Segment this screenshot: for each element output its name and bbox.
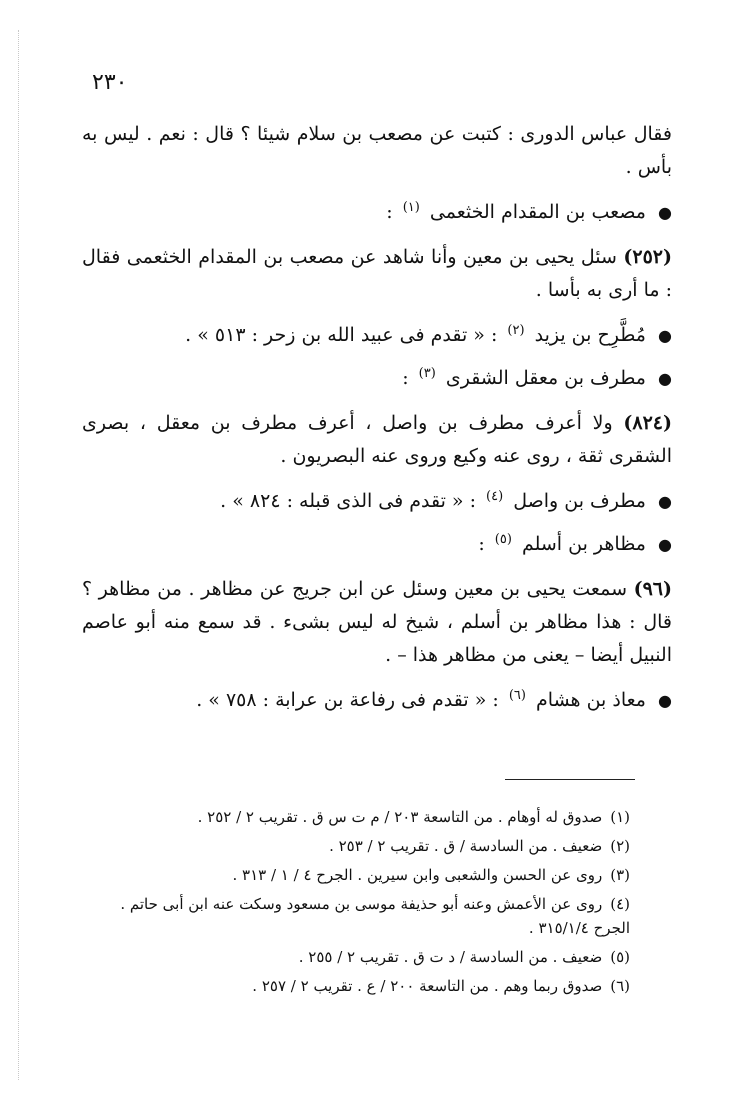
footnote xyxy=(90,805,630,829)
text-segment: مطرف بن معقل الشقرى xyxy=(445,367,646,389)
footnote-text: ضعيف . من السادسة / ق . تقريب ٢ / ٢٥٣ . xyxy=(329,837,603,855)
text-segment: : « تقدم فى رفاعة بن عرابة : ٧٥٨ » . xyxy=(196,689,499,711)
text-segment: : xyxy=(478,533,485,555)
report-number: (٢٥٢) xyxy=(623,246,672,268)
narrator-entry xyxy=(82,319,672,352)
footnote-text: صدوق ربما وهم . من التاسعة ٢٠٠ / ع . تقريب ٢ / ٢٥٧ . xyxy=(252,977,603,995)
footnote-number: (٦) xyxy=(610,977,630,995)
footnote-number: (٥) xyxy=(610,948,630,966)
text-segment: مظاهر بن أسلم xyxy=(521,533,646,555)
report-paragraph xyxy=(82,573,672,672)
footnote-ref: (١) xyxy=(402,199,420,215)
report-paragraph xyxy=(82,407,672,473)
bullet-icon: ● xyxy=(658,535,672,554)
footnote-text: روى عن الحسن والشعبى وابن سيرين . الجرح ٤ / ١ / ٣١٣ . xyxy=(232,866,603,884)
text-segment: مُطَّرِح بن يزيد xyxy=(534,324,646,346)
footnote xyxy=(90,974,630,998)
bullet-icon: ● xyxy=(658,203,672,222)
text-segment: ولا أعرف مطرف بن واصل ، أعرف مطرف بن معقل ، بصرى الشقرى ثقة ، روى عنه وكيع وروى عنه البصريون . xyxy=(82,412,672,467)
report-number: (٩٦) xyxy=(633,578,672,600)
footnote xyxy=(90,834,630,858)
bullet-icon: ● xyxy=(658,492,672,511)
report-paragraph xyxy=(82,241,672,307)
footnote-text: صدوق له أوهام . من التاسعة ٢٠٣ / م ت س ق . تقريب ٢ / ٢٥٢ . xyxy=(197,808,603,826)
text-segment: : xyxy=(402,367,409,389)
footnote xyxy=(90,892,630,940)
page-number: ٢٣٠ xyxy=(92,70,128,95)
footnote-text: روى عن الأعمش وعنه أبو حذيفة موسى بن مسعود وسكت عنه ابن أبى حاتم . الجرح ٣١٥/١/٤ . xyxy=(120,895,630,937)
text-segment: سمعت يحيى بن معين وسئل عن ابن جريج عن مظاهر . من مظاهر ؟ قال : هذا مظاهر بن أسلم ، شيخ له ليس بشىء . قد سمع منه أبو عاصم النبيل أيضا – يعنى من مظاهر هذا – . xyxy=(82,578,672,666)
text-segment: : xyxy=(386,201,393,223)
body-text xyxy=(82,118,672,717)
footnote-number: (٤) xyxy=(610,895,630,913)
narrator-entry xyxy=(82,684,672,717)
footnote-number: (١) xyxy=(610,808,630,826)
footnotes xyxy=(90,805,630,1003)
footnote-divider xyxy=(505,779,635,780)
bullet-icon: ● xyxy=(658,369,672,388)
footnote-number: (٣) xyxy=(610,866,630,884)
footnote xyxy=(90,863,630,887)
text-segment: : « تقدم فى الذى قبله : ٨٢٤ » . xyxy=(220,490,476,512)
report-number: (٨٢٤) xyxy=(623,412,672,434)
narrator-entry xyxy=(82,196,672,229)
footnote-text: ضعيف . من السادسة / د ت ق . تقريب ٢ / ٢٥٥ . xyxy=(298,948,603,966)
footnote-ref: (٤) xyxy=(486,488,504,504)
bullet-icon: ● xyxy=(658,326,672,345)
narrator-entry xyxy=(82,528,672,561)
footnote-ref: (٦) xyxy=(508,687,526,703)
text-segment: مصعب بن المقدام الخثعمى xyxy=(429,201,646,223)
footnote-ref: (٥) xyxy=(494,531,512,547)
narrator-entry xyxy=(82,362,672,395)
text-segment: : « تقدم فى عبيد الله بن زحر : ٥١٣ » . xyxy=(185,324,498,346)
text-segment: فقال عباس الدورى : كتبت عن مصعب بن سلام شيئا ؟ قال : نعم . ليس به بأس . xyxy=(82,123,672,178)
text-segment: معاذ بن هشام xyxy=(536,689,646,711)
footnote xyxy=(90,945,630,969)
bullet-icon: ● xyxy=(658,691,672,710)
text-segment: سئل يحيى بن معين وأنا شاهد عن مصعب بن المقدام الخثعمى فقال : ما أرى به بأسا . xyxy=(82,246,672,301)
footnote-number: (٢) xyxy=(610,837,630,855)
narrator-entry xyxy=(82,485,672,518)
report-paragraph xyxy=(82,118,672,184)
footnote-ref: (٣) xyxy=(418,365,436,381)
footnote-ref: (٢) xyxy=(507,322,525,338)
text-segment: مطرف بن واصل xyxy=(513,490,646,512)
scan-margin-line xyxy=(18,30,19,1080)
